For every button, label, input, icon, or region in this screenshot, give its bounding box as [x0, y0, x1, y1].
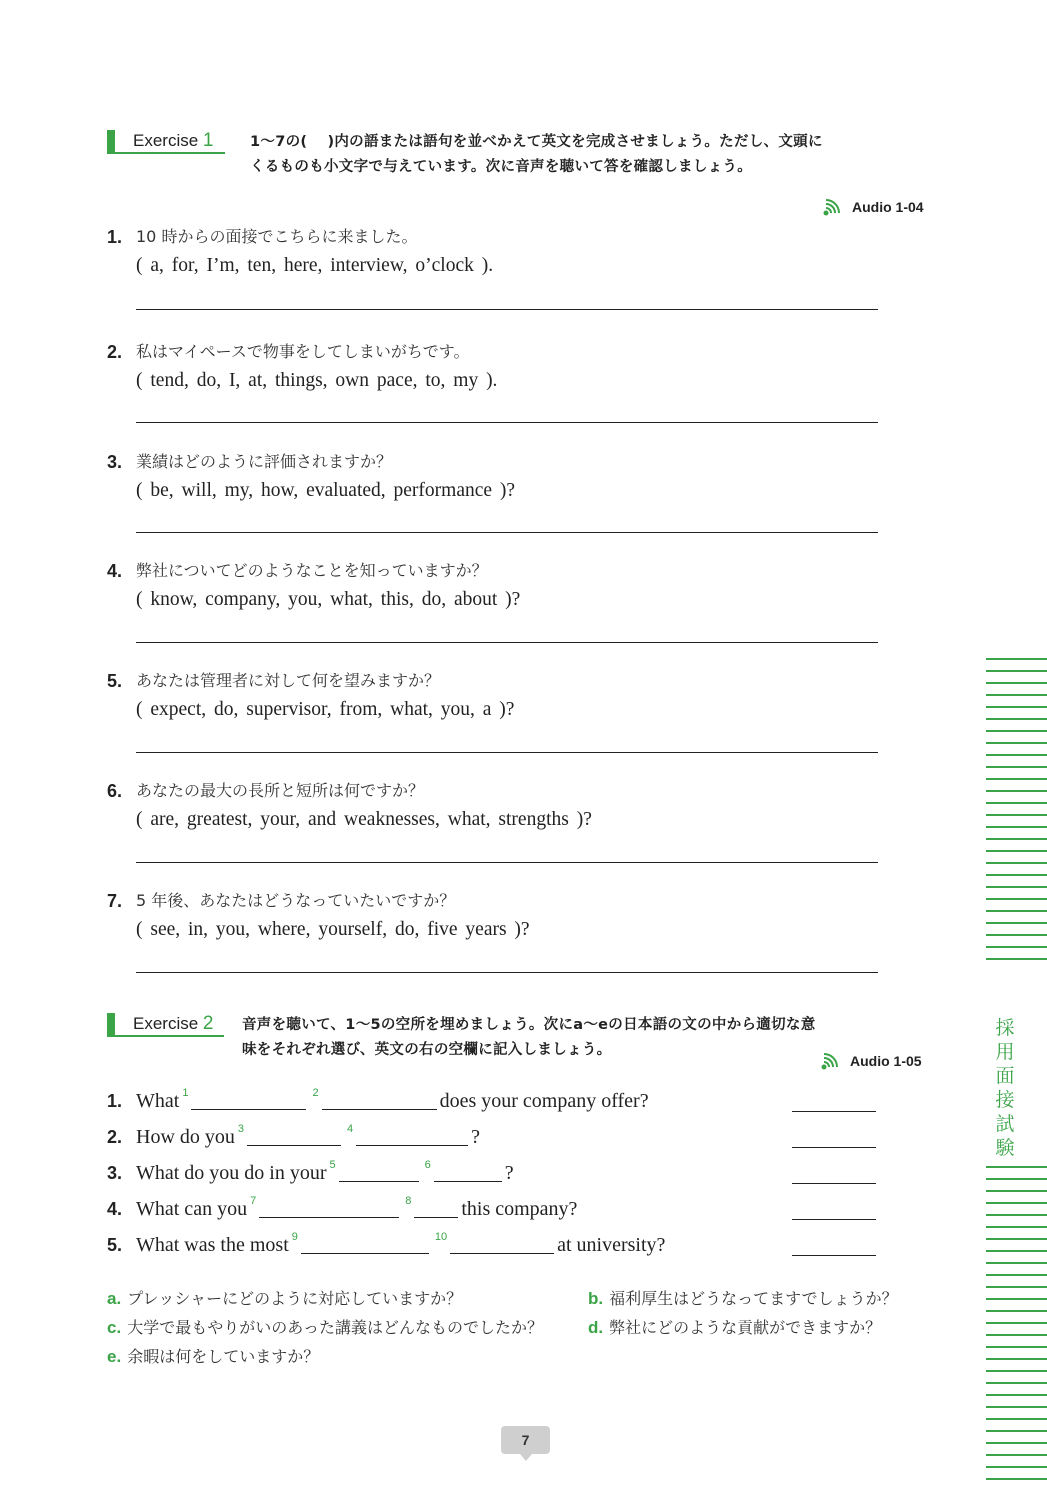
- blank-number: 5: [329, 1159, 336, 1171]
- item-words: ( know, company, you, what, this, do, about )?: [136, 589, 521, 610]
- exercise-2-tag: [107, 1013, 224, 1037]
- answer-line[interactable]: [136, 309, 878, 310]
- blank-field[interactable]: [450, 1233, 554, 1254]
- exercise-2-item-3: [107, 1161, 887, 1189]
- exercise-1-instruction: [250, 130, 940, 180]
- sentence-start: What: [136, 1090, 180, 1112]
- blank-field[interactable]: [301, 1233, 429, 1254]
- answer-letter-line[interactable]: [792, 1255, 876, 1256]
- audio-1-04-button[interactable]: [823, 198, 924, 216]
- blank-field[interactable]: [322, 1089, 437, 1110]
- option-a: [107, 1288, 462, 1310]
- option-letter: d.: [588, 1318, 604, 1337]
- blank-number: 7: [250, 1195, 257, 1207]
- answer-letter-line[interactable]: [792, 1219, 876, 1220]
- sentence-start: What can you: [136, 1198, 248, 1220]
- audio-1-04-label: Audio 1-04: [852, 199, 924, 215]
- item-number: 1.: [107, 227, 123, 247]
- audio-icon: [821, 1052, 845, 1070]
- item-number: 5.: [107, 671, 123, 691]
- side-tab-lines-bottom: [986, 1166, 1047, 1490]
- answer-line[interactable]: [136, 972, 878, 973]
- blank-field[interactable]: [414, 1197, 458, 1218]
- blank-field[interactable]: [339, 1161, 419, 1182]
- item-number: 7.: [107, 891, 123, 911]
- item-number: 6.: [107, 781, 123, 801]
- blank-field[interactable]: [434, 1161, 502, 1182]
- exercise-1-label: Exercise: [133, 131, 199, 150]
- blank-field[interactable]: [356, 1125, 468, 1146]
- answer-line[interactable]: [136, 422, 878, 423]
- sentence-end: ?: [471, 1126, 481, 1148]
- exercise-1-tag: [107, 130, 225, 154]
- item-sentence: [136, 1089, 649, 1113]
- exercise-2-item-5: [107, 1233, 887, 1261]
- exercise-2-number: 2: [202, 1013, 214, 1034]
- side-tab-lines-top: [986, 658, 1047, 970]
- item-sentence: [136, 1233, 665, 1257]
- answer-line[interactable]: [136, 752, 878, 753]
- sentence-start: What was the most: [136, 1234, 289, 1256]
- blank-number: 4: [347, 1123, 354, 1135]
- item-japanese: 弊社についてどのようなことを知っていますか？: [136, 561, 488, 580]
- exercise-1-instruction-line-2: くるものも小文字で与えています。次に音声を聴いて答を確認しましょう。: [250, 159, 753, 175]
- option-b: [588, 1288, 898, 1310]
- blank-field[interactable]: [247, 1125, 341, 1146]
- exercise-2-label: Exercise: [133, 1014, 199, 1033]
- item-words: ( see, in, you, where, yourself, do, five years )?: [136, 919, 530, 940]
- exercise-2-item-1: [107, 1089, 887, 1117]
- item-number: 3.: [107, 1163, 123, 1183]
- option-text: 弊社にどのような貢献ができますか？: [609, 1318, 882, 1337]
- option-letter: a.: [107, 1289, 122, 1308]
- item-number: 4.: [107, 561, 123, 581]
- option-c: [107, 1317, 543, 1339]
- item-words: ( expect, do, supervisor, from, what, you, a )?: [136, 699, 515, 720]
- option-text: 福利厚生はどうなってますでしょうか？: [609, 1289, 898, 1308]
- exercise-2-instruction-line-2: 味をそれぞれ選び、英文の右の空欄に記入しましょう。: [242, 1042, 612, 1058]
- item-japanese: 10 時からの面接でこちらに来ました。: [136, 227, 418, 246]
- answer-line[interactable]: [136, 532, 878, 533]
- option-text: 余暇は何をしていますか？: [127, 1347, 320, 1366]
- exercise-2-instruction-line-1: 音声を聴いて、1～5の空所を埋めましょう。次にa～eの日本語の文の中から適切な意: [242, 1017, 816, 1033]
- item-sentence: [136, 1125, 480, 1149]
- exercise-2-item-2: [107, 1125, 887, 1153]
- option-text: 大学で最もやりがいのあった講義はどんなものでしたか？: [127, 1318, 544, 1337]
- option-d: [588, 1317, 881, 1339]
- answer-letter-line[interactable]: [792, 1183, 876, 1184]
- answer-letter-line[interactable]: [792, 1111, 876, 1112]
- blank-field[interactable]: [191, 1089, 306, 1110]
- item-sentence: [136, 1197, 577, 1221]
- answer-line[interactable]: [136, 642, 878, 643]
- exercise-2-item-4: [107, 1197, 887, 1225]
- item-japanese: 5 年後、あなたはどうなっていたいですか？: [136, 891, 456, 910]
- sentence-end: does your company offer?: [439, 1090, 649, 1112]
- audio-icon: [823, 198, 847, 216]
- item-number: 4.: [107, 1199, 123, 1219]
- blank-field[interactable]: [259, 1197, 399, 1218]
- item-sentence: [136, 1161, 514, 1185]
- answer-line[interactable]: [136, 862, 878, 863]
- item-words: ( tend, do, I, at, things, own pace, to, my ).: [136, 370, 498, 391]
- option-e: [107, 1346, 319, 1368]
- blank-number: 3: [237, 1123, 245, 1135]
- blank-number: 1: [182, 1087, 189, 1099]
- item-words: ( a, for, I’m, ten, here, interview, o’clock ).: [136, 255, 494, 276]
- sentence-end: this company?: [461, 1198, 578, 1220]
- option-letter: b.: [588, 1289, 604, 1308]
- sentence-end: at university?: [557, 1234, 666, 1256]
- item-number: 5.: [107, 1235, 123, 1255]
- item-words: ( be, will, my, how, evaluated, performance )?: [136, 480, 516, 501]
- item-number: 1.: [107, 1091, 123, 1111]
- item-japanese: 業績はどのように評価されますか？: [136, 452, 393, 471]
- option-letter: c.: [107, 1318, 122, 1337]
- blank-number: 8: [405, 1195, 412, 1207]
- page-number-pointer: [520, 1454, 532, 1461]
- audio-1-05-button[interactable]: [821, 1052, 922, 1070]
- answer-letter-line[interactable]: [792, 1147, 876, 1148]
- item-words: ( are, greatest, your, and weaknesses, what, strengths )?: [136, 809, 592, 830]
- blank-number: 6: [424, 1159, 431, 1171]
- sentence-start: How do you: [136, 1126, 235, 1148]
- page-number: 7: [501, 1426, 550, 1454]
- option-text: プレッシャーにどのように対応していますか？: [127, 1289, 463, 1308]
- sentence-start: What do you do in your: [136, 1162, 327, 1184]
- item-japanese: あなたの最大の長所と短所は何ですか？: [136, 781, 425, 800]
- exercise-1-instruction-line-1: 1～7の( )内の語または語句を並べかえて英文を完成させましょう。ただし、文頭に: [250, 134, 823, 150]
- blank-number: 2: [312, 1087, 319, 1099]
- sentence-end: ?: [504, 1162, 514, 1184]
- blank-number: 9: [291, 1231, 298, 1243]
- item-number: 3.: [107, 452, 123, 472]
- item-japanese: あなたは管理者に対して何を望みますか？: [136, 671, 441, 690]
- audio-1-05-label: Audio 1-05: [850, 1053, 922, 1069]
- item-number: 2.: [107, 1127, 123, 1147]
- option-letter: e.: [107, 1347, 122, 1366]
- item-number: 2.: [107, 342, 123, 362]
- blank-number: 10: [434, 1231, 448, 1243]
- exercise-1-number: 1: [202, 130, 214, 151]
- item-japanese: 私はマイペースで物事をしてしまいがちです。: [136, 342, 470, 361]
- side-tab-title: 採用面接試験: [995, 1017, 1015, 1159]
